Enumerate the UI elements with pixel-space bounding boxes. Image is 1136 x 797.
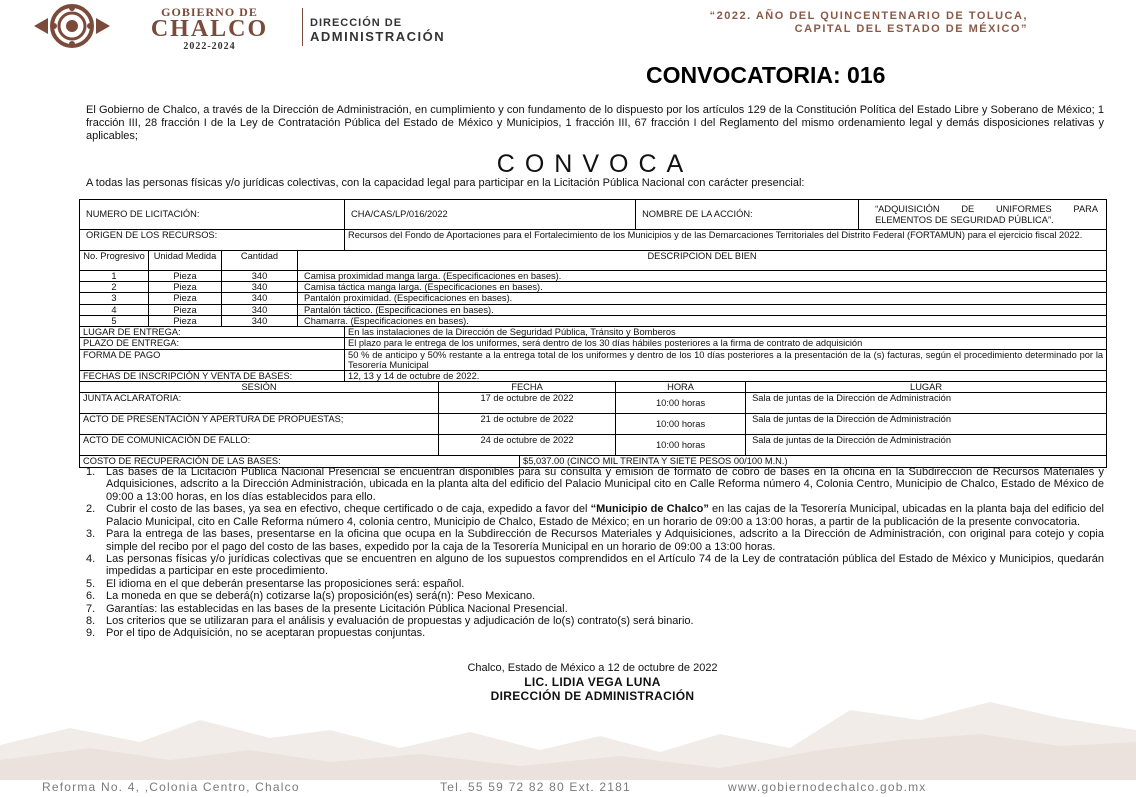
session-date: 21 de octubre de 2022 — [439, 414, 616, 435]
list-text: Por el tipo de Adquisición, no se aceptaran propuestas conjuntas. — [106, 627, 426, 640]
item-desc: Camisa táctica manga larga. (Especificaciones en bases). — [298, 282, 1107, 293]
col-unidad-header: Unidad Medida — [149, 251, 222, 271]
list-item — [86, 603, 1104, 615]
list-text: Para la entrega de las bases, presentarse en la oficina que ocupa en la Subdirección de Recursos Materiales y Adquisiciones, adscrito a la Dirección de Administración, con original para cotejo y copia simple del recibo por el pago del costo de las bases, expedido por la caja de la Tesorería Municipal en un horario de 09:00 a 13:00 horas. — [106, 528, 1104, 553]
intro-paragraph: El Gobierno de Chalco, a través de la Dirección de Administración, en cumplimiento y con fundamento de lo dispuesto por los artículos 129 de la Constitución Política del Estado Libre y Soberano de México; 1 fracción III, 28 fracción I de la Ley de Contratación Pública del Estado de México y Municipios, 1 fracción III, 67 fracción I del Reglamento del mismo ordenamiento legal y demás disposiciones relativas y aplicables; — [86, 104, 1104, 142]
list-text: Cubrir el costo de las bases, ya sea en efectivo, cheque certificado o de caja, expedido a favor del — [106, 503, 591, 516]
item-cantidad: 340 — [222, 315, 298, 326]
list-text: Las bases de la Licitación Pública Nacional Presencial se encuentran disponibles para su consulta y emisión de formato de cobro de bases en la oficina en la Subdirección de Recursos Materiales y Adquisiciones, adscrito a la Dirección Administración, ubicada en la planta alta del edificio del Palacio Municipal cito en Calle Reforma número 4, Colonia Centro, Municipio de Chalco, Estado de México de 09:00 a 13:00 horas, en los días establecidos para ello. — [106, 466, 1104, 503]
item-no: 4 — [80, 304, 149, 315]
item-no: 2 — [80, 282, 149, 293]
lugar-value: En las instalaciones de la Dirección de Seguridad Pública, Tránsito y Bomberos — [345, 327, 1107, 338]
item-no: 1 — [80, 271, 149, 282]
list-item — [86, 590, 1104, 602]
item-unidad: Pieza — [149, 271, 222, 282]
list-text: Los criterios que se utilizaran para el análisis y evaluación de propuestas y adjudicación de lo(s) contrato(s) será binario. — [106, 615, 694, 628]
numero-label: NUMERO DE LICITACIÓN: — [80, 200, 345, 230]
plazo-label: PLAZO DE ENTREGA: — [80, 338, 345, 349]
item-desc: Pantalón táctico. (Especificaciones en bases). — [298, 304, 1107, 315]
list-number: 2. — [86, 503, 96, 516]
session-name: ACTO DE COMUNICACIÓN DE FALLO: — [80, 435, 439, 456]
gov-big-text: CHALCO — [150, 16, 269, 42]
list-number: 6. — [86, 590, 96, 603]
session-place: Sala de juntas de la Dirección de Administración — [746, 393, 1107, 414]
signer-name: LIC. LIDIA VEGA LUNA — [524, 674, 661, 689]
list-number: 8. — [86, 615, 96, 628]
col-cantidad-header: Cantidad — [222, 251, 298, 271]
col-desc-header: DESCRIPCION DEL BIEN — [298, 251, 1107, 271]
sesion-header: SESIÓN — [80, 382, 439, 393]
item-desc: Pantalón proximidad. (Especificaciones en bases). — [298, 293, 1107, 304]
list-text: en las cajas de la Tesorería Municipal, ubicadas en la planta baja del edificio del Palacio Municipal, cito en Calle Reforma número 4, colonia centro, Municipio de Chalco, Estado de México; en un horario de 09:00 a 13:00 horas, a partir de la publicación de la presente convocatoria. — [106, 503, 1104, 528]
government-name — [122, 6, 297, 52]
signer-position: DIRECCIÓN DE ADMINISTRACIÓN — [490, 689, 695, 704]
table-row — [80, 230, 1107, 251]
year-motto — [628, 10, 1028, 35]
list-item — [86, 578, 1104, 590]
session-time: 10:00 horas — [616, 414, 746, 435]
session-name: ACTO DE PRESENTACIÓN Y APERTURA DE PROPUESTAS; — [80, 414, 439, 435]
gov-years-text: 2022-2024 — [183, 41, 236, 52]
session-name: JUNTA ACLARATORIA: — [80, 393, 439, 414]
page-title: CONVOCATORIA: 016 — [646, 62, 886, 88]
item-unidad: Pieza — [149, 293, 222, 304]
list-number: 1. — [86, 466, 96, 478]
accion-label: NOMBRE DE LA ACCIÓN: — [636, 200, 859, 230]
hora-header: HORA — [616, 382, 746, 393]
motto-line-1: “2022. AÑO DEL QUINCENTENARIO DE TOLUCA, — [709, 10, 1028, 22]
motto-line-2: CAPITAL DEL ESTADO DE MÉXICO” — [794, 22, 1028, 35]
costo-label: COSTO DE RECUPERACIÓN DE LAS BASES: — [80, 456, 520, 467]
header-divider — [302, 8, 303, 46]
sessions-header-row — [80, 382, 1107, 393]
page-header — [0, 0, 1136, 52]
list-number: 3. — [86, 528, 96, 541]
session-date: 24 de octubre de 2022 — [439, 435, 616, 456]
item-cantidad: 340 — [222, 271, 298, 282]
accion-value: “ADQUISICIÓN DE UNIFORMES PARA ELEMENTOS DE SEGURIDAD PÚBLICA”. — [859, 200, 1107, 230]
session-time: 10:00 horas — [616, 393, 746, 414]
gov-small-text: GOBIERNO DE — [161, 5, 258, 19]
session-row — [80, 393, 1107, 414]
invitation-paragraph: A todas las personas físicas y/o jurídicas colectivas, con la capacidad legal para participar en la Licitación Pública Nacional con carácter presencial: — [86, 177, 805, 189]
convoca-heading: CONVOCA — [496, 150, 694, 178]
list-item — [86, 627, 1104, 639]
costo-value: $5,037.00 (CINCO MIL TREINTA Y SIETE PESOS 00/100 M.N.) — [520, 456, 1107, 467]
pago-value: 50 % de anticipo y 50% restante a la entrega total de los uniformes y dentro de los 10 días posteriores a la presentación de la (s) facturas, según el procedimiento determinado por la Tesorería Municipal — [345, 349, 1107, 370]
page-footer — [0, 778, 1136, 797]
footer-website[interactable]: www.gobiernodechalco.gob.mx — [728, 780, 927, 794]
department-name — [310, 18, 445, 43]
item-cantidad: 340 — [222, 293, 298, 304]
chalco-emblem-icon — [28, 4, 116, 48]
lugar-header: LUGAR — [746, 382, 1107, 393]
list-number: 4. — [86, 552, 96, 565]
session-row — [80, 414, 1107, 435]
table-row — [80, 349, 1107, 370]
item-no: 3 — [80, 293, 149, 304]
table-row — [80, 271, 1107, 282]
table-row — [80, 327, 1107, 338]
table-row — [80, 293, 1107, 304]
conditions-list — [86, 466, 1104, 640]
origen-value: Recursos del Fondo de Aportaciones para el Fortalecimiento de los Municipios y de las Demarcaciones Territoriales del Distrito Federal (FORTAMUN) para el ejercicio fiscal 2022. — [345, 230, 1107, 251]
fechas-value: 12, 13 y 14 de octubre de 2022. — [345, 370, 1107, 381]
session-place: Sala de juntas de la Dirección de Administración — [746, 435, 1107, 456]
list-item — [86, 503, 1104, 528]
session-place: Sala de juntas de la Dirección de Administración — [746, 414, 1107, 435]
item-desc: Chamarra. (Especificaciones en bases). — [298, 315, 1107, 326]
item-cantidad: 340 — [222, 282, 298, 293]
numero-value: CHA/CAS/LP/016/2022 — [345, 200, 636, 230]
session-row — [80, 435, 1107, 456]
lugar-label: LUGAR DE ENTREGA: — [80, 327, 345, 338]
table-row — [80, 315, 1107, 326]
pago-label: FORMA DE PAGO — [80, 349, 345, 370]
list-number: 9. — [86, 627, 96, 640]
item-unidad: Pieza — [149, 315, 222, 326]
item-desc: Camisa proximidad manga larga. (Especificaciones en bases). — [298, 271, 1107, 282]
list-item — [86, 615, 1104, 627]
plazo-value: El plazo para le entrega de los uniformes, será dentro de los 30 días hábiles posteriores a la firma de contrato de adquisición — [345, 338, 1107, 349]
origen-label: ORIGEN DE LOS RECURSOS: — [80, 230, 345, 251]
mountains-decoration-icon — [0, 690, 1136, 780]
municipality-name: “Municipio de Chalco” — [590, 503, 709, 516]
table-row — [80, 304, 1107, 315]
list-text: Garantías: las establecidas en las bases de la presente Licitación Pública Nacional Presencial. — [106, 602, 568, 615]
table-row — [80, 200, 1107, 230]
government-logo — [28, 4, 478, 52]
list-item — [86, 528, 1104, 553]
list-text: El idioma en el que deberán presentarse las proposiciones será: español. — [106, 577, 465, 590]
footer-address: Reforma No. 4, ,Colonia Centro, Chalco — [42, 780, 300, 794]
list-item — [86, 553, 1104, 578]
fechas-label: FECHAS DE INSCRIPCIÓN Y VENTA DE BASES: — [80, 370, 345, 381]
session-time: 10:00 horas — [616, 435, 746, 456]
item-no: 5 — [80, 315, 149, 326]
table-row — [80, 370, 1107, 381]
item-cantidad: 340 — [222, 304, 298, 315]
list-text: Las personas físicas y/o jurídicas colectivas que se encuentren en alguno de los supuestos comprendidos en el Artículo 74 de la Ley de contratación pública del Estado de México y Municipios, quedarán impedidas a participar en este procedimiento. — [106, 552, 1104, 578]
item-unidad: Pieza — [149, 304, 222, 315]
footer-phone: Tel. 55 59 72 82 80 Ext. 2181 — [440, 780, 631, 794]
dept-big-text: ADMINISTRACIÓN — [310, 28, 446, 44]
col-no-header: No. Progresivo — [80, 251, 149, 271]
list-text: La moneda en que se deberá(n) cotizarse la(s) proposición(es) será(n): Peso Mexicano. — [106, 590, 536, 603]
session-date: 17 de octubre de 2022 — [439, 393, 616, 414]
table-row — [80, 282, 1107, 293]
dept-small-text: DIRECCIÓN DE — [310, 17, 403, 29]
list-item — [86, 466, 1104, 503]
item-unidad: Pieza — [149, 282, 222, 293]
place-date: Chalco, Estado de México a 12 de octubre de 2022 — [467, 662, 718, 674]
fecha-header: FECHA — [439, 382, 616, 393]
items-header-row — [80, 251, 1107, 271]
tender-details-table — [79, 199, 1107, 468]
table-row — [80, 338, 1107, 349]
list-number: 5. — [86, 577, 96, 590]
list-number: 7. — [86, 602, 96, 615]
